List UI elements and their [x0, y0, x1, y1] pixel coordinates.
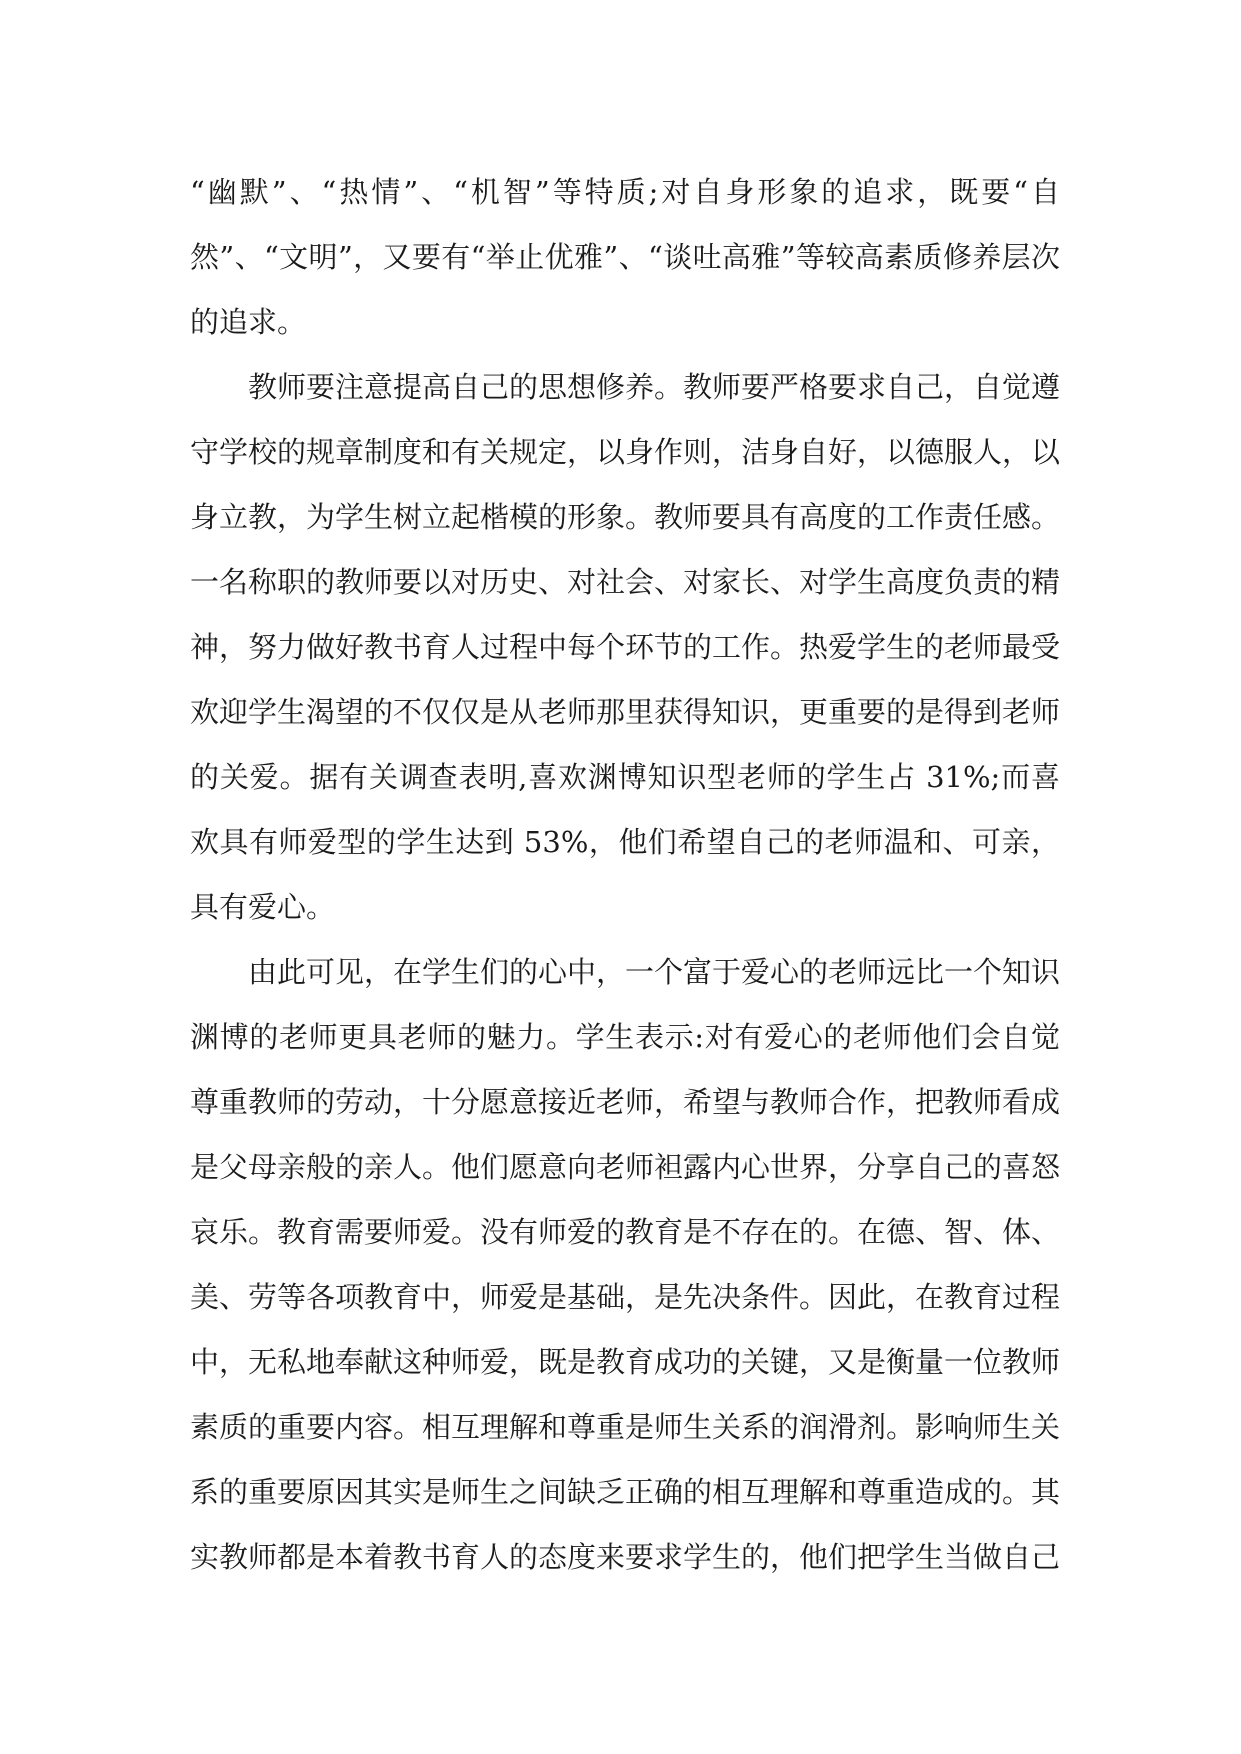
paragraph-3: 由此可见，在学生们的心中，一个富于爱心的老师远比一个知识渊博的老师更具老师的魅力。学生表示:对有爱心的老师他们会自觉尊重教师的劳动，十分愿意接近老师，希望与教师合作，把教师看成是父母亲般的亲人。他们愿意向老师袒露内心世界，分享自己的喜怒哀乐。教育需要师爱。没有师爱的教育是不存在的。在德、智、体、美、劳等各项教育中，师爱是基础，是先决条件。因此，在教育过程中，无私地奉献这种师爱，既是教育成功的关键，又是衡量一位教师素质的重要内容。相互理解和尊重是师生关系的润滑剂。影响师生关系的重要原因其实是师生之间缺乏正确的相互理解和尊重造成的。其实教师都是本着教书育人的态度来要求学生的，他们把学生当做自己 [190, 955, 1061, 1574]
paragraph-2: 教师要注意提高自己的思想修养。教师要严格要求自己，自觉遵守学校的规章制度和有关规定，以身作则，洁身自好，以德服人，以身立教，为学生树立起楷模的形象。教师要具有高度的工作责任感。一名称职的教师要以对历史、对社会、对家长、对学生高度负责的精神，努力做好教书育人过程中每个环节的工作。热爱学生的老师最受欢迎学生渴望的不仅仅是从老师那里获得知识，更重要的是得到老师的关爱。据有关调查表明,喜欢渊博知识型老师的学生占 31%;而喜欢具有师爱型的学生达到 53%，他们希望自己的老师温和、可亲，具有爱心。 [190, 370, 1061, 924]
paragraph-1: “幽默”、“热情”、“机智”等特质;对自身形象的追求，既要“自然”、“文明”，又要有“举止优雅”、“谈吐高雅”等较高素质修养层次的追求。 [190, 175, 1060, 339]
document-body [190, 160, 1060, 1590]
